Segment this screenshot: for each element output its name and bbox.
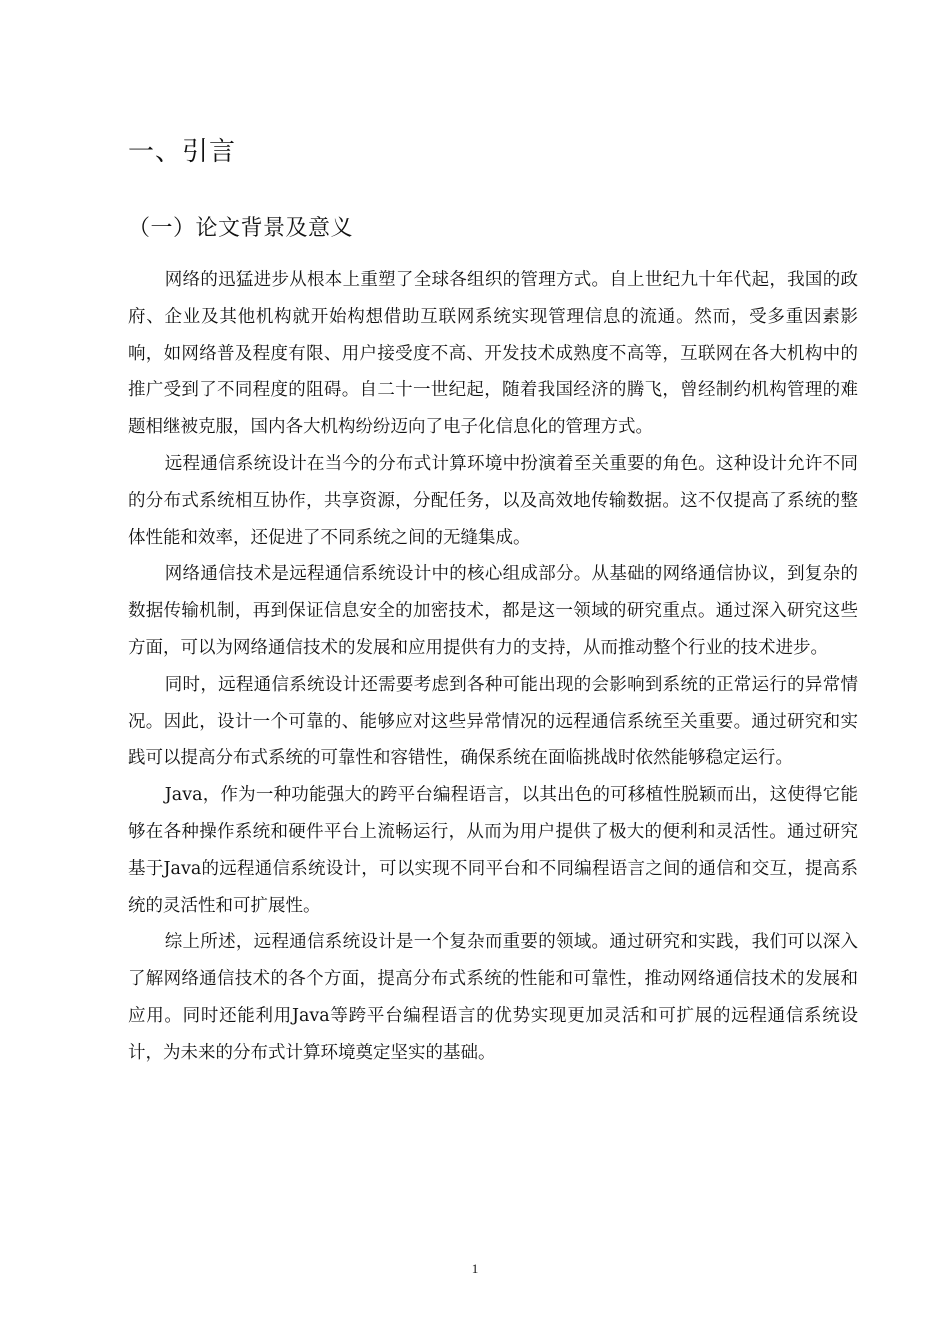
- paragraph: 网络的迅猛进步从根本上重塑了全球各组织的管理方式。自上世纪九十年代起，我国的政府、企业及其他机构就开始构想借助互联网系统实现管理信息的流通。然而，受多重因素影响，如网络普及程度有限、用户接受度不高、开发技术成熟度不高等，互联网在各大机构中的推广受到了不同程度的阻碍。自二十一世纪起，随着我国经济的腾飞，曾经制约机构管理的难题相继被克服，国内各大机构纷纷迈向了电子化信息化的管理方式。: [128, 270, 858, 438]
- page-number: 1: [471, 1261, 479, 1276]
- section-heading: 一、引言: [128, 137, 237, 167]
- paragraph: 网络通信技术是远程通信系统设计中的核心组成部分。从基础的网络通信协议，到复杂的数据传输机制，再到保证信息安全的加密技术，都是这一领域的研究重点。通过深入研究这些方面，可以为网络通信技术的发展和应用提供有力的支持，从而推动整个行业的技术进步。: [128, 564, 858, 658]
- paragraph: Java，作为一种功能强大的跨平台编程语言，以其出色的可移植性脱颖而出，这使得它能够在各种操作系统和硬件平台上流畅运行，从而为用户提供了极大的便利和灵活性。通过研究基于Java的远程通信系统设计，可以实现不同平台和不同编程语言之间的通信和交互，提高系统的灵活性和可扩展性。: [128, 785, 858, 916]
- paragraph: 远程通信系统设计在当今的分布式计算环境中扮演着至关重要的角色。这种设计允许不同的分布式系统相互协作，共享资源，分配任务，以及高效地传输数据。这不仅提高了系统的整体性能和效率，还促进了不同系统之间的无缝集成。: [128, 453, 858, 548]
- body-text: [128, 262, 858, 1072]
- subsection-heading: （一）论文背景及意义: [128, 216, 354, 241]
- paragraph: 同时，远程通信系统设计还需要考虑到各种可能出现的会影响到系统的正常运行的异常情况。因此，设计一个可靠的、能够应对这些异常情况的远程通信系统至关重要。通过研究和实践可以提高分布式系统的可靠性和容错性，确保系统在面临挑战时依然能够稳定运行。: [128, 674, 858, 769]
- paragraph: 综上所述，远程通信系统设计是一个复杂而重要的领域。通过研究和实践，我们可以深入了解网络通信技术的各个方面，提高分布式系统的性能和可靠性，推动网络通信技术的发展和应用。同时还能利用Java等跨平台编程语言的优势实现更加灵活和可扩展的远程通信系统设计，为未来的分布式计算环境奠定坚实的基础。: [128, 932, 858, 1063]
